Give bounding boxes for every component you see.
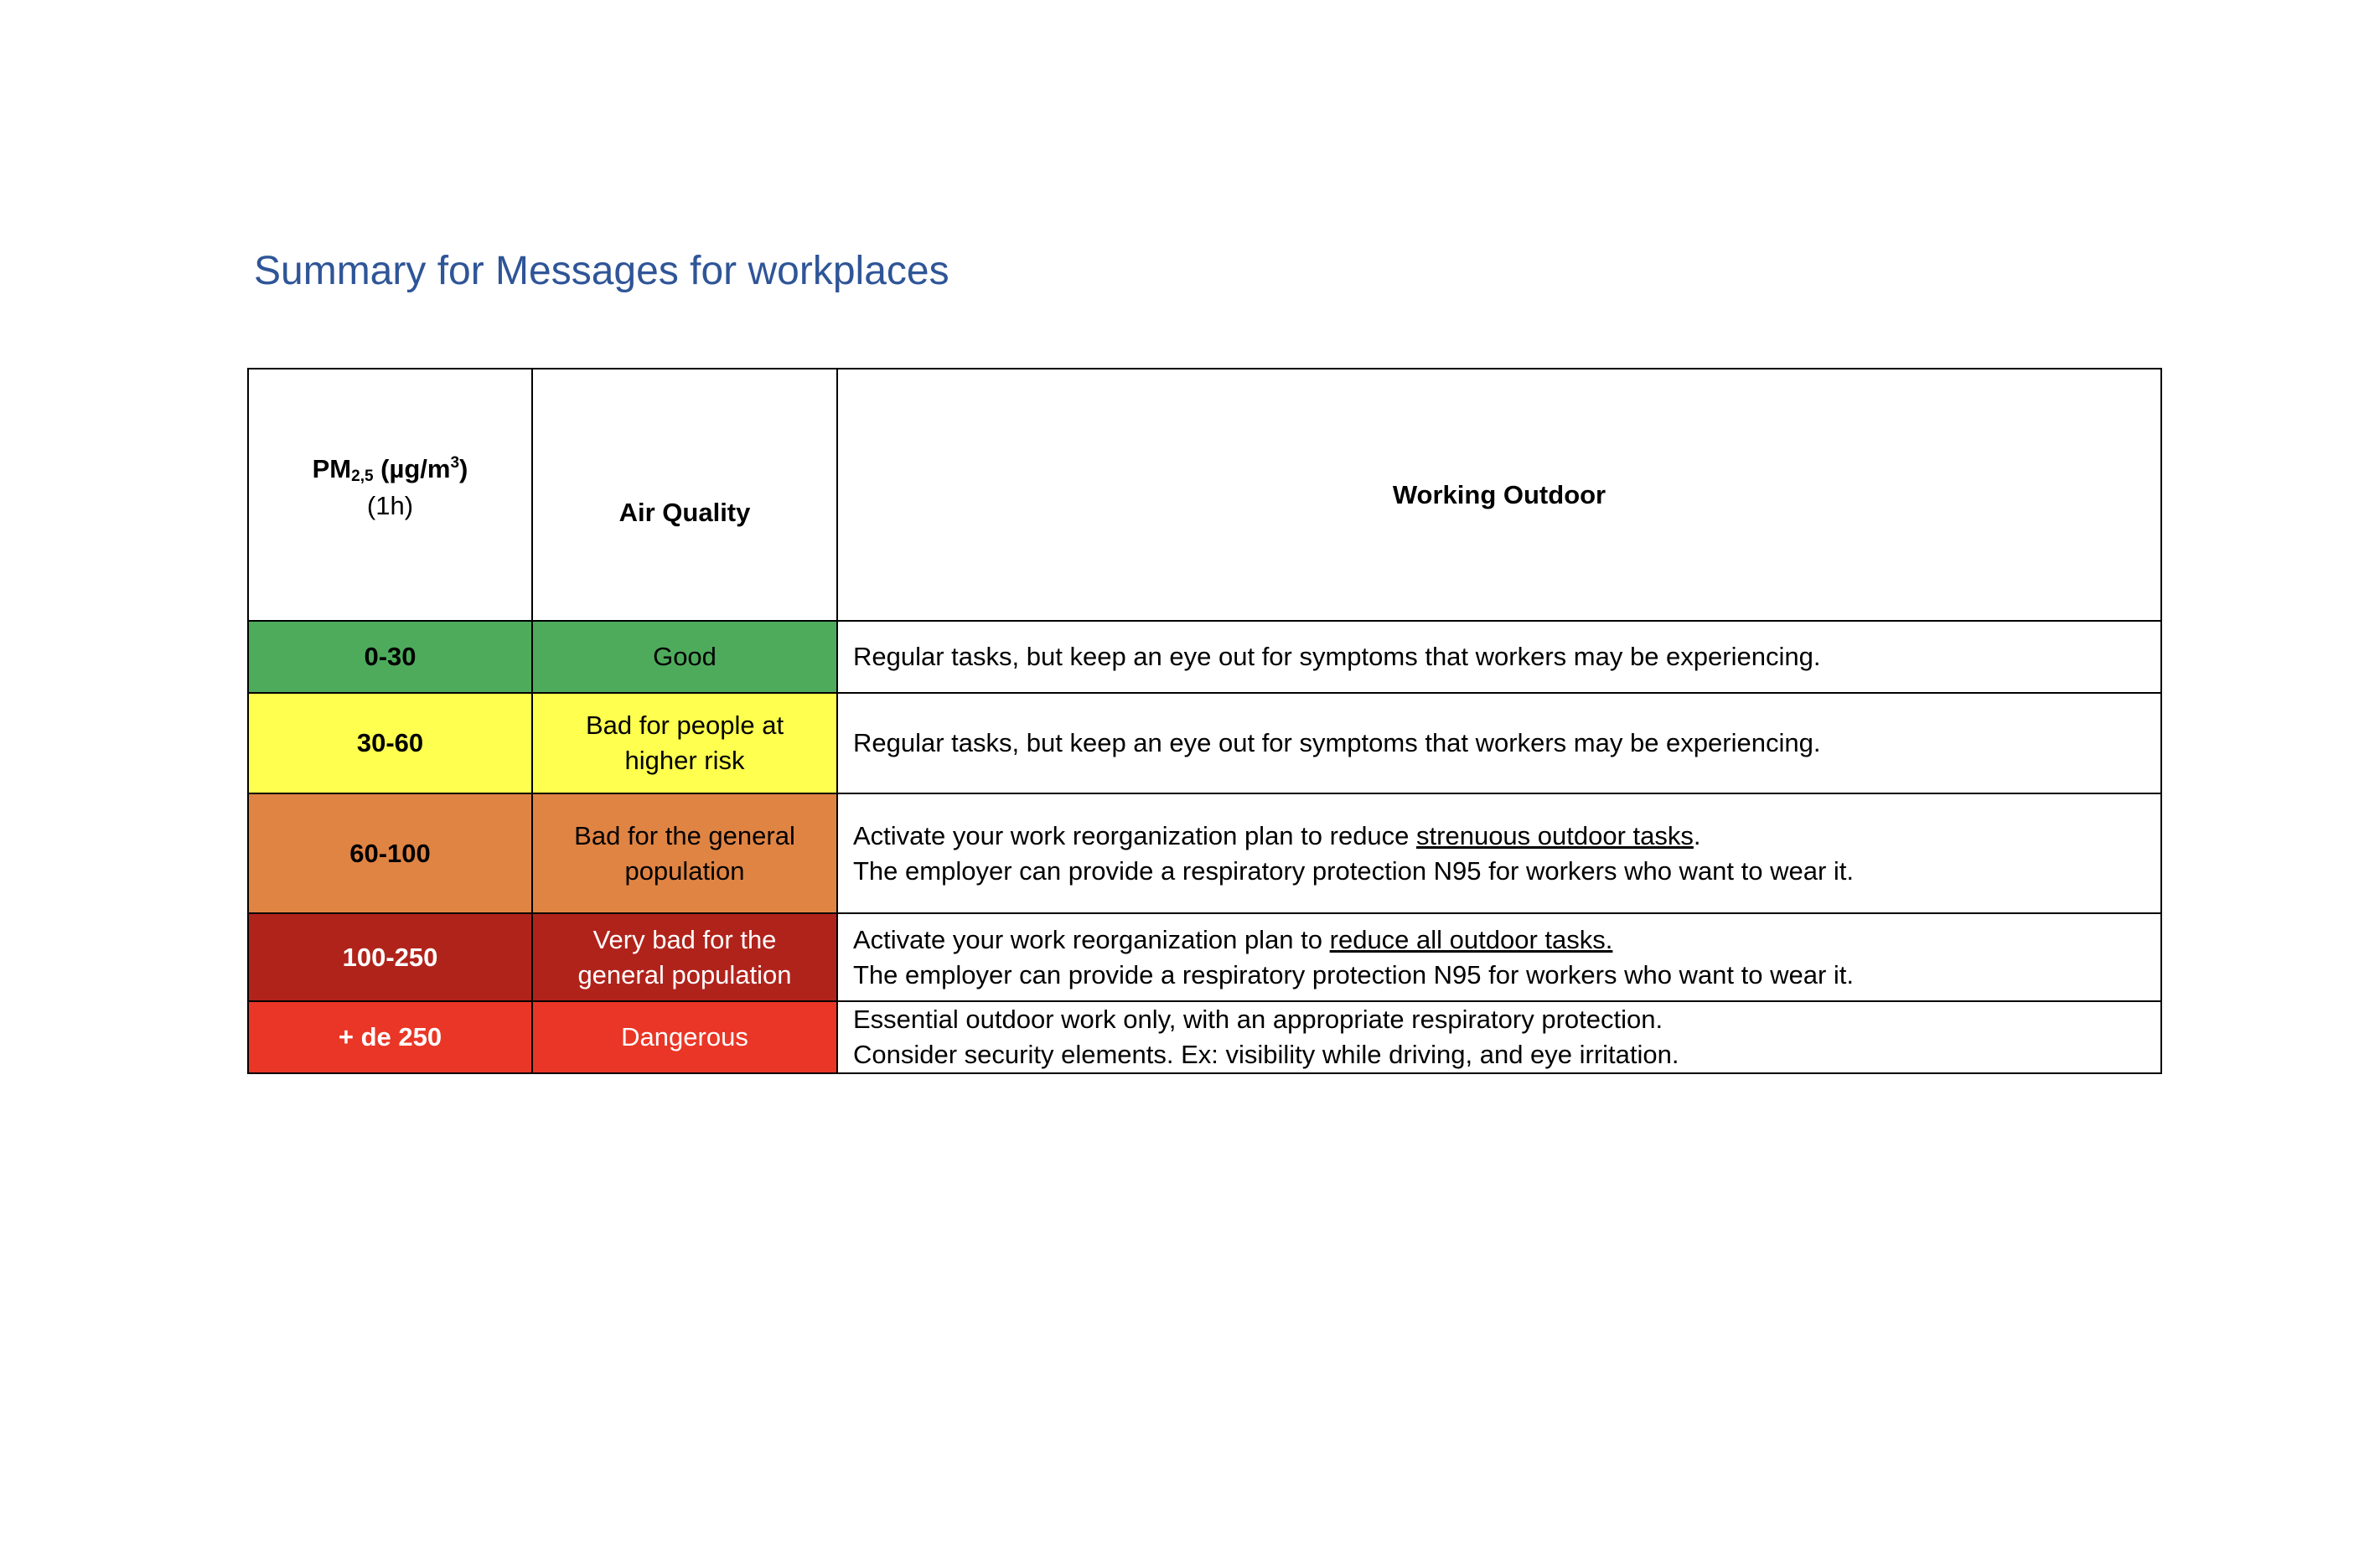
pm-period: (1h) (366, 490, 414, 520)
message-cell (837, 913, 2161, 1001)
message-line-2: The employer can provide a respiratory protection N95 for workers who want to wear it. (853, 855, 1855, 886)
table-header-row (248, 369, 2161, 621)
quality-cell (532, 913, 837, 1001)
message-cell (837, 621, 2161, 693)
pm-unit-close: ) (459, 453, 468, 483)
working-outdoor-label: Working Outdoor (1392, 479, 1606, 509)
table-row (248, 793, 2161, 913)
quality-cell (532, 693, 837, 793)
table-row (248, 913, 2161, 1001)
table-row (248, 1001, 2161, 1073)
header-air-quality (532, 369, 837, 621)
level-value: 60-100 (349, 838, 431, 868)
table-row (248, 693, 2161, 793)
pm-subscript: 2,5 (351, 467, 374, 485)
pm-unit-open: (µg/m (373, 453, 451, 483)
quality-cell (532, 793, 837, 913)
level-cell (248, 913, 532, 1001)
header-working-outdoor (837, 369, 2161, 621)
quality-value: Very bad for the general population (577, 924, 792, 989)
message-text: Activate your work reorganization plan to reduce (853, 820, 1417, 850)
level-value: + de 250 (338, 1022, 442, 1051)
message-line-2: Consider security elements. Ex: visibility while driving, and eye irritation. (853, 1040, 1679, 1069)
page-title: Summary for Messages for workplaces (254, 249, 949, 293)
message-line-1 (853, 819, 2160, 854)
quality-value: Bad for people at higher risk (585, 710, 784, 775)
pm-label: PM (312, 453, 352, 483)
level-cell (248, 693, 532, 793)
message-cell (837, 1001, 2161, 1073)
header-pm-concentration (248, 369, 532, 621)
message-text: Activate your work reorganization plan to (853, 924, 1330, 954)
message-emphasis: reduce all outdoor tasks. (1329, 924, 1613, 954)
message-line-2: The employer can provide a respiratory protection N95 for workers who want to wear it. (853, 959, 1855, 989)
quality-value: Bad for the general population (574, 820, 795, 886)
message-line-1 (853, 922, 2160, 958)
level-value: 100-250 (342, 942, 438, 972)
level-cell (248, 621, 532, 693)
level-cell (248, 793, 532, 913)
message-line-1 (853, 639, 2160, 674)
message-line-1 (853, 1002, 2160, 1037)
level-cell (248, 1001, 532, 1073)
quality-cell (532, 1001, 837, 1073)
air-quality-table (247, 368, 2162, 1074)
quality-value: Good (653, 642, 717, 671)
air-quality-label: Air Quality (618, 497, 751, 527)
message-text: Regular tasks, but keep an eye out for symptoms that workers may be experiencing. (853, 728, 1821, 757)
table-row (248, 621, 2161, 693)
pm-unit-superscript: 3 (450, 453, 460, 472)
message-text: Regular tasks, but keep an eye out for symptoms that workers may be experiencing. (853, 642, 1821, 671)
message-cell (837, 693, 2161, 793)
message-emphasis: strenuous outdoor tasks (1416, 820, 1694, 850)
quality-value: Dangerous (621, 1022, 748, 1051)
level-value: 30-60 (356, 728, 424, 757)
level-value: 0-30 (364, 642, 416, 671)
quality-cell (532, 621, 837, 693)
message-text: Essential outdoor work only, with an appropriate respiratory protection. (853, 1005, 1663, 1034)
message-line-1 (853, 726, 2160, 761)
message-cell (837, 793, 2161, 913)
message-text-end: . (1693, 820, 1701, 850)
